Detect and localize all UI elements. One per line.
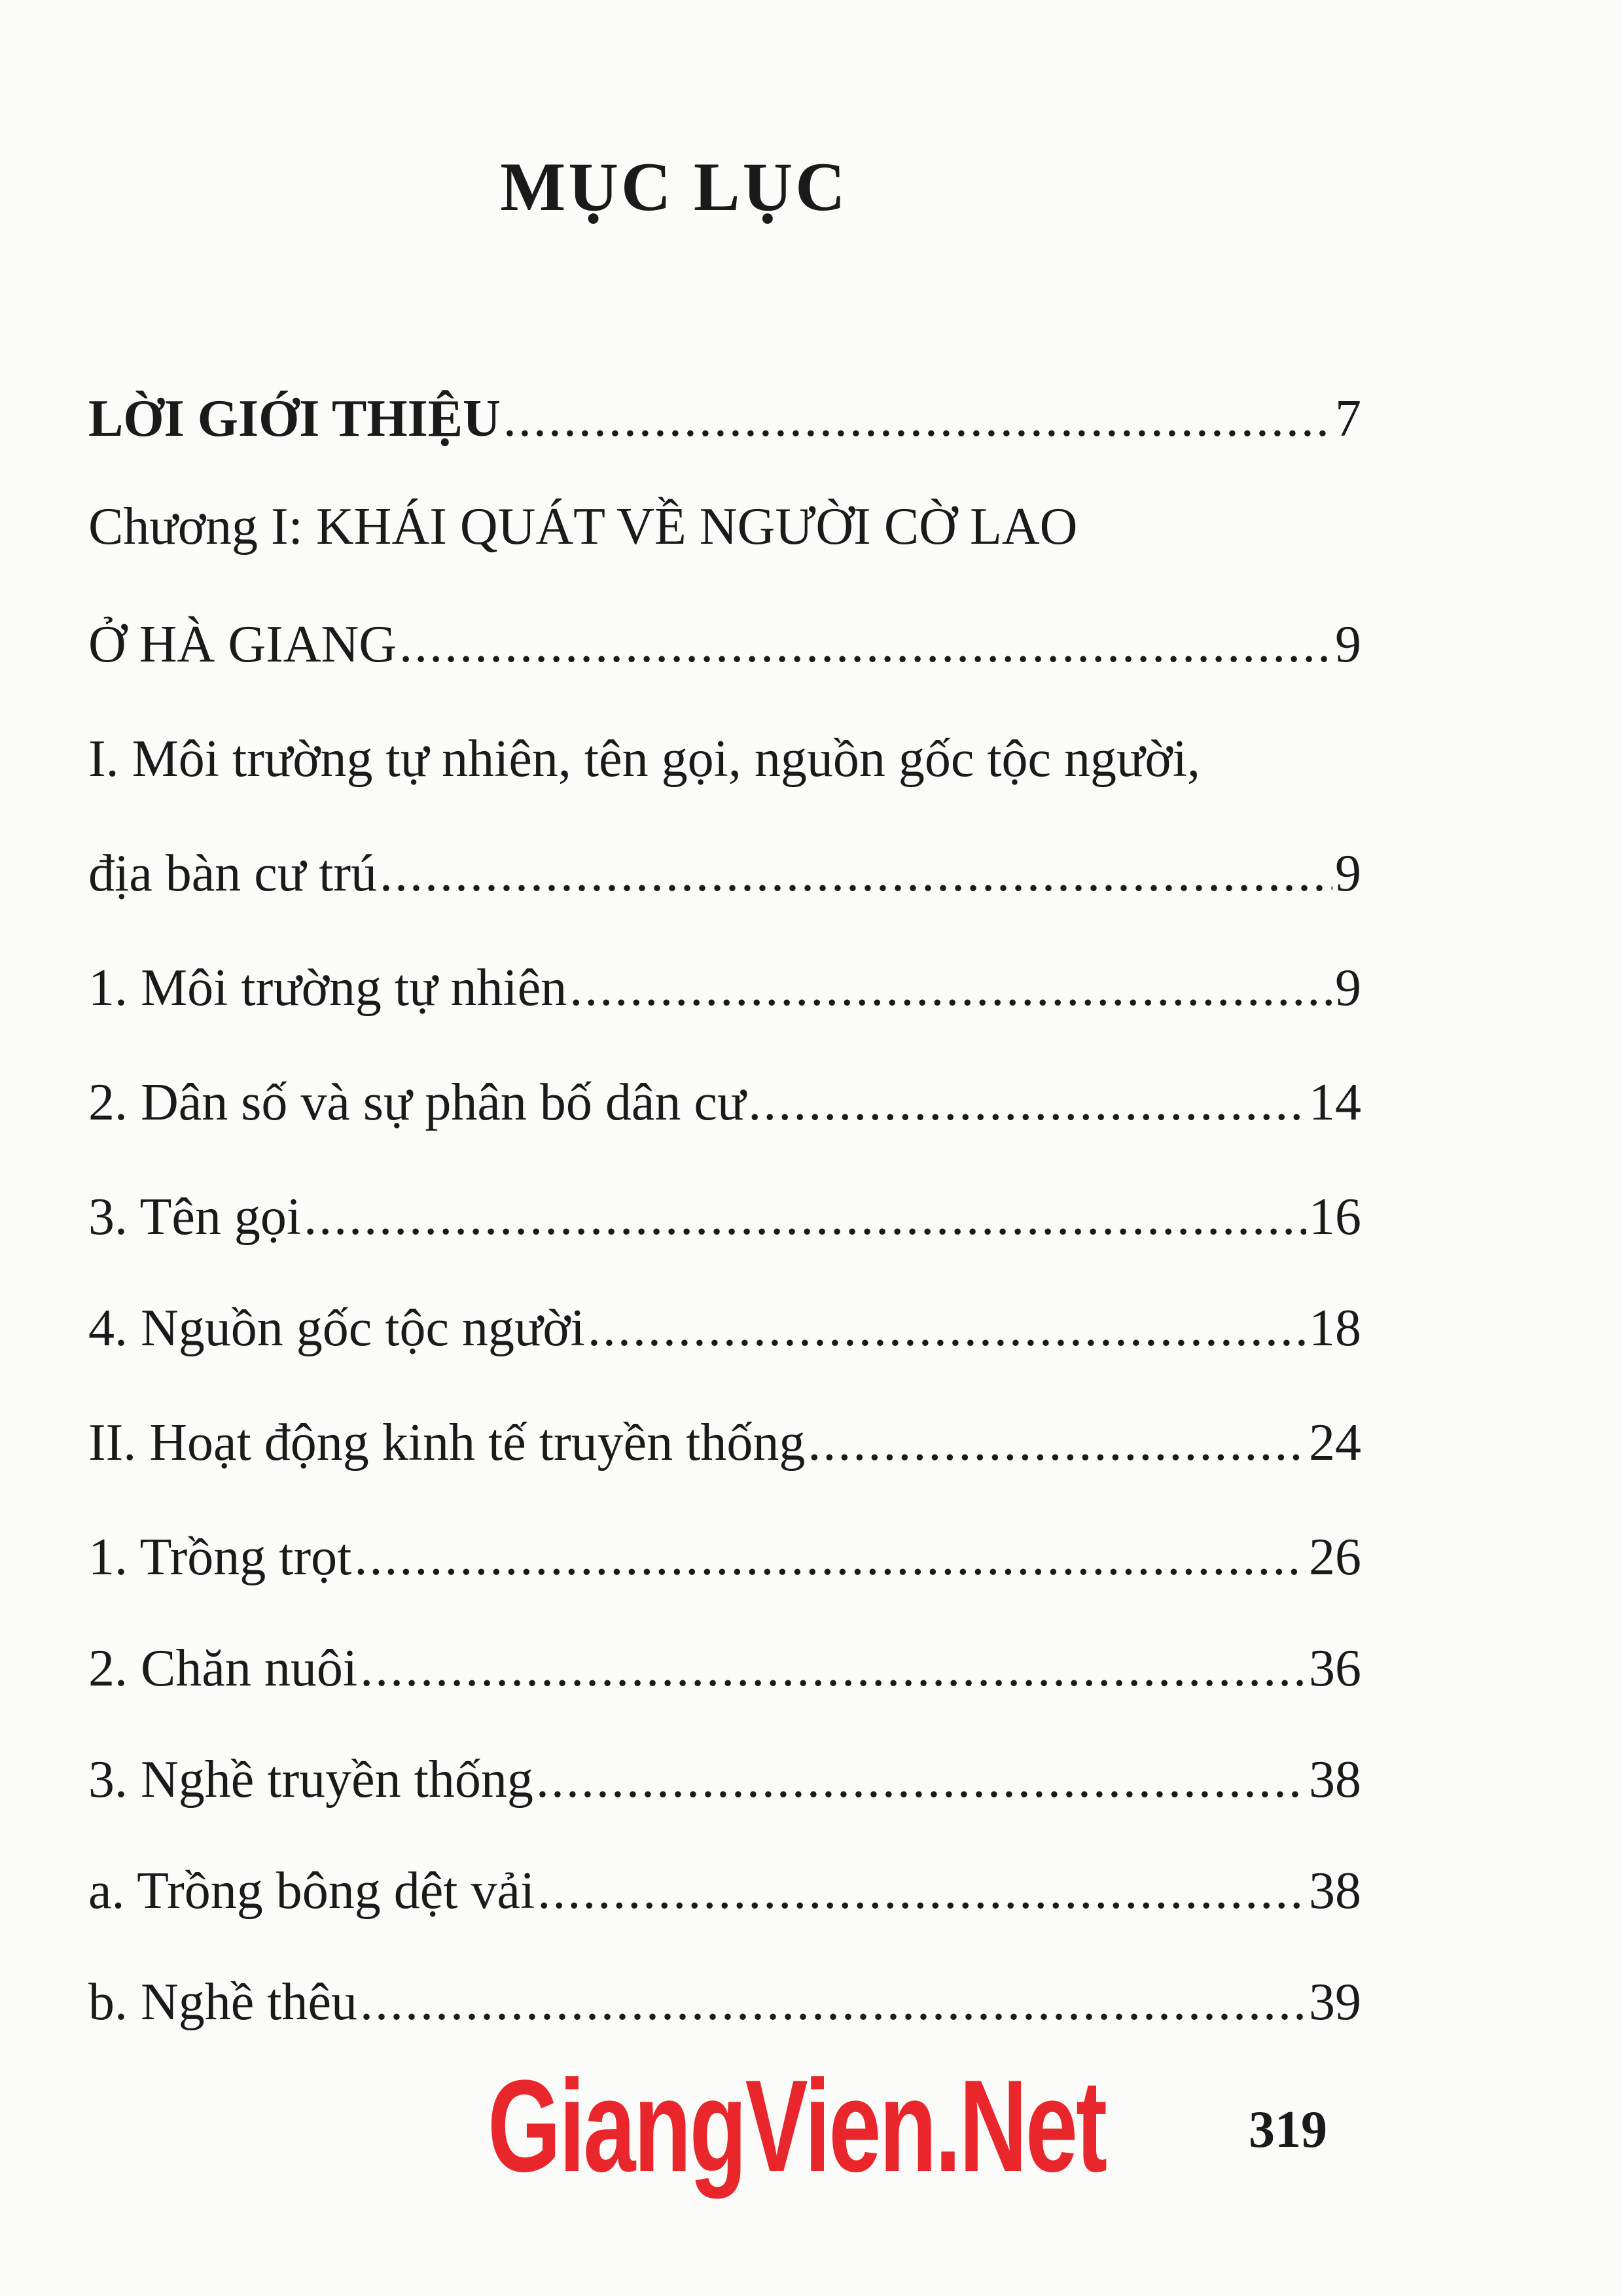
dot-leader <box>503 383 1332 455</box>
toc-entry-page: 38 <box>1309 1751 1361 1809</box>
toc-entry-text: 3. Nghề truyền thống <box>88 1751 533 1809</box>
toc-entry <box>88 1966 1361 2038</box>
toc-entry <box>88 838 1361 910</box>
dot-leader <box>354 1521 1306 1593</box>
toc-entry-text: I. Môi trường tự nhiên, tên gọi, nguồn gốc tộc người, <box>88 730 1200 788</box>
toc-entry <box>88 383 1361 455</box>
dot-leader <box>304 1181 1306 1253</box>
page-title: MỤC LỤC <box>500 149 848 225</box>
toc-entry-text: địa bàn cư trú <box>88 845 377 902</box>
toc-entry-text: Chương I: KHÁI QUÁT VỀ NGƯỜI CỜ LAO <box>88 498 1078 556</box>
toc-entry <box>88 491 1361 563</box>
toc-entry <box>88 1744 1361 1816</box>
toc-entry-page: 9 <box>1335 959 1361 1017</box>
dot-leader <box>537 1855 1306 1927</box>
dot-leader <box>380 838 1332 910</box>
dot-leader <box>360 1633 1306 1704</box>
toc-entry-text: 1. Trồng trọt <box>88 1528 352 1586</box>
toc-entry-page: 14 <box>1309 1074 1361 1131</box>
toc-entry <box>88 1407 1361 1479</box>
toc-entry-text: LỜI GIỚI THIỆU <box>88 390 501 448</box>
dot-leader <box>808 1407 1306 1479</box>
dot-leader <box>360 1966 1306 2038</box>
toc-entry <box>88 1292 1361 1364</box>
toc-entry-page: 16 <box>1309 1188 1361 1246</box>
toc-entry-page: 24 <box>1309 1414 1361 1472</box>
toc-entry <box>88 1521 1361 1593</box>
dot-leader <box>536 1744 1306 1816</box>
toc-entry-text: 2. Dân số và sự phân bố dân cư <box>88 1074 746 1131</box>
dot-leader <box>748 1067 1306 1139</box>
toc-entry-text: II. Hoạt động kinh tế truyền thống <box>88 1414 806 1472</box>
toc-entry <box>88 723 1361 795</box>
toc-entry-text: 4. Nguồn gốc tộc người <box>88 1299 585 1357</box>
toc-entry <box>88 1633 1361 1704</box>
toc-entry-text: Ở HÀ GIANG <box>88 616 397 673</box>
watermark-logo: GiangVien.Net <box>488 2053 1106 2199</box>
toc-entry <box>88 952 1361 1024</box>
toc-entry-text: 1. Môi trường tự nhiên <box>88 959 567 1017</box>
toc-entry-page: 18 <box>1309 1299 1361 1357</box>
toc-entry-page: 36 <box>1309 1640 1361 1697</box>
dot-leader <box>588 1292 1306 1364</box>
toc-entry-text: b. Nghề thêu <box>88 1973 358 2031</box>
toc-entry-page: 7 <box>1335 390 1361 448</box>
toc-entry-page: 38 <box>1309 1862 1361 1920</box>
toc-entry <box>88 1855 1361 1927</box>
toc-entry <box>88 609 1361 680</box>
dot-leader <box>399 609 1332 680</box>
toc-entry-page: 26 <box>1309 1528 1361 1586</box>
toc-entry-text: a. Trồng bông dệt vải <box>88 1862 535 1920</box>
toc-entry <box>88 1181 1361 1253</box>
toc-entry-text: 2. Chăn nuôi <box>88 1640 358 1697</box>
page-number: 319 <box>1249 2101 1327 2159</box>
toc-entry-page: 9 <box>1335 616 1361 673</box>
toc-entry-page: 9 <box>1335 845 1361 902</box>
toc-entry <box>88 1067 1361 1139</box>
toc-entry-text: 3. Tên gọi <box>88 1188 302 1246</box>
toc-entry-page: 39 <box>1309 1973 1361 2031</box>
dot-leader <box>569 952 1332 1024</box>
